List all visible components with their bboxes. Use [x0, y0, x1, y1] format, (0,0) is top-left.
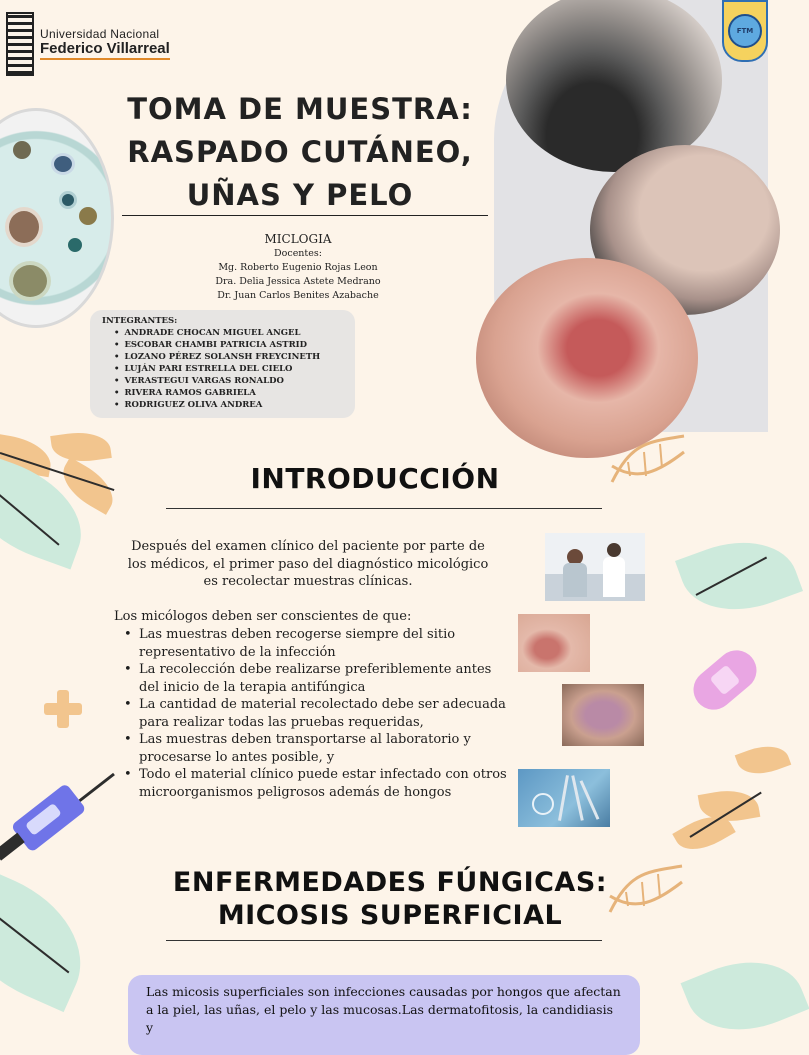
facial-lesion-photo	[518, 614, 590, 672]
integrantes-label: INTEGRANTES:	[102, 316, 178, 326]
header-section	[0, 0, 768, 432]
intro-divider	[166, 508, 602, 509]
list-item: • La recolección debe realizarse preferiblemente antes del inicio de la terapia antifúngica	[122, 661, 512, 696]
docentes-block	[120, 247, 476, 303]
list-item: • ANDRADE CHOCAN MIGUEL ANGEL	[114, 327, 343, 339]
docentes-label: Docentes:	[274, 248, 322, 259]
lab-instruments-photo	[518, 769, 610, 827]
list-item: • LUJÁN PARI ESTRELLA DEL CIELO	[114, 363, 343, 375]
docente-3: Dr. Juan Carlos Benites Azabache	[217, 290, 379, 301]
bandage-icon	[685, 642, 764, 718]
list-item: • RODRIGUEZ OLIVA ANDREA	[114, 399, 343, 411]
section3-title-line2: MICOSIS SUPERFICIAL	[217, 900, 563, 931]
list-item: • LOZANO PÉREZ SOLANSH FREYCINETH	[114, 351, 343, 363]
section3-title-line1: ENFERMEDADES FÚNGICAS:	[172, 867, 608, 898]
section3-text-box	[128, 975, 640, 1055]
clinic-consultation-photo	[545, 533, 645, 601]
docente-1: Mg. Roberto Eugenio Rojas Leon	[218, 262, 378, 273]
leaf-icon	[675, 523, 803, 628]
list-item: • Todo el material clínico puede estar infectado con otros microorganismos peligrosos además de hongos	[122, 766, 512, 801]
faculty-seal-icon	[722, 0, 768, 62]
list-item: • RIVERA RAMOS GABRIELA	[114, 387, 343, 399]
list-item: • Las muestras deben recogerse siempre del sitio representativo de la infección	[122, 626, 512, 661]
section3-divider	[166, 940, 602, 941]
integrantes-list	[114, 327, 343, 411]
logo-line2: Federico Villarreal	[40, 41, 170, 60]
intro-paragraph: Después del examen clínico del paciente por parte de los médicos, el primer paso del diagnóstico micológico es recolectar muestras clínicas.	[127, 539, 489, 589]
leaf-icon	[735, 738, 792, 781]
title-divider	[122, 215, 488, 216]
course-name: MICLOGIA	[264, 232, 332, 246]
university-crest-icon	[6, 12, 34, 76]
leaf-icon	[681, 942, 809, 1050]
university-logo	[6, 12, 170, 76]
integrantes-box	[90, 310, 355, 418]
seal-text: FTM	[728, 14, 762, 48]
section3-paragraph: Las micosis superficiales son infecciones causadas por hongos que afectan a la piel, las uñas, el pelo y las mucosas.Las dermatofitosis, la candidiasis y	[146, 984, 621, 1035]
dna-icon	[608, 432, 688, 486]
skin-scraping-photo	[476, 258, 698, 458]
logo-line1: Universidad Nacional	[40, 27, 160, 42]
petri-dish-image	[0, 108, 114, 328]
section3-title	[150, 866, 630, 932]
leaf-icon	[0, 864, 104, 1012]
syringe-icon	[0, 770, 120, 865]
docente-2: Dra. Delia Jessica Astete Medrano	[215, 276, 381, 287]
leaf-icon	[50, 428, 112, 466]
intro-list	[122, 626, 512, 801]
nail-lesion-photo	[562, 684, 644, 746]
list-item: • La cantidad de material recolectado debe ser adecuada para realizar todas las pruebas requeridas,	[122, 696, 512, 731]
list-item: • VERASTEGUI VARGAS RONALDO	[114, 375, 343, 387]
list-item: • Las muestras deben transportarse al laboratorio y procesarse lo antes posible, y	[122, 731, 512, 766]
plus-icon	[44, 690, 82, 728]
list-item: • ESCOBAR CHAMBI PATRICIA ASTRID	[114, 339, 343, 351]
intro-title: INTRODUCCIÓN	[250, 462, 500, 495]
intro-lead: Los micólogos deben ser conscientes de que:	[114, 609, 412, 624]
page-title: TOMA DE MUESTRA: RASPADO CUTÁNEO, UÑAS Y PELO	[127, 92, 473, 212]
